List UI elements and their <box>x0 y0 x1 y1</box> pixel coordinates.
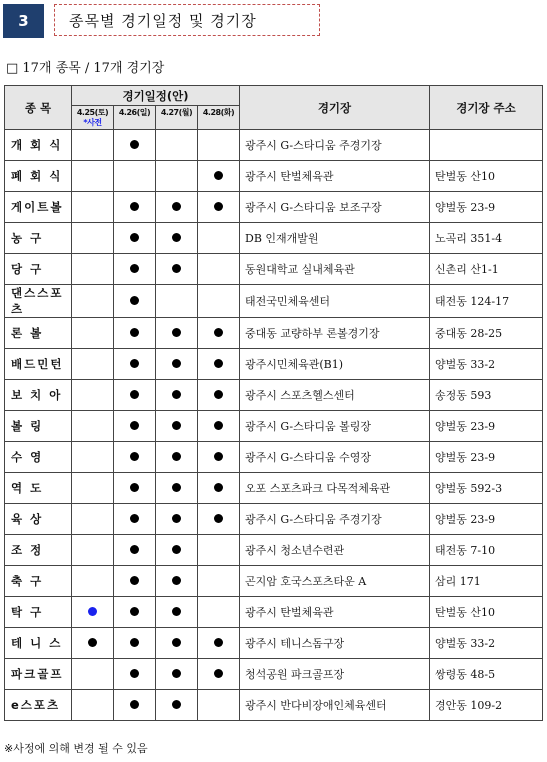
event-dot <box>172 202 181 211</box>
footnote: ※사정에 의해 변경 될 수 있음 <box>4 742 148 755</box>
schedule-cell <box>114 690 156 721</box>
event-dot <box>130 296 139 305</box>
venue-name: 광주시 G-스타디움 보조구장 <box>240 192 430 223</box>
schedule-cell <box>198 659 240 690</box>
event-dot <box>214 390 223 399</box>
table-row <box>5 254 543 285</box>
schedule-cell <box>198 318 240 349</box>
venue-address: 경안동 109-2 <box>430 690 543 721</box>
schedule-cell <box>198 504 240 535</box>
schedule-cell <box>114 130 156 161</box>
event-dot <box>130 140 139 149</box>
schedule-cell <box>198 254 240 285</box>
schedule-cell <box>156 504 198 535</box>
event-dot <box>172 390 181 399</box>
table-row <box>5 161 543 192</box>
subtitle-text: □ 17개 종목 / 17개 경기장 <box>6 61 165 76</box>
event-dot <box>172 545 181 554</box>
date-label: 4.25(토) <box>76 108 109 117</box>
header-address: 경기장 주소 <box>430 86 543 130</box>
venue-address: 양벌동 23-9 <box>430 192 543 223</box>
venue-address: 삼리 171 <box>430 566 543 597</box>
schedule-cell <box>72 192 114 223</box>
event-dot <box>130 202 139 211</box>
table-row <box>5 659 543 690</box>
event-dot <box>172 514 181 523</box>
schedule-cell <box>114 380 156 411</box>
venue-name: 광주시 G-스타디움 수영장 <box>240 442 430 473</box>
event-dot <box>130 700 139 709</box>
event-dot <box>172 483 181 492</box>
venue-name: 광주시 G-스타디움 주경기장 <box>240 130 430 161</box>
schedule-cell <box>114 285 156 318</box>
table-row <box>5 223 543 254</box>
sport-name: 게이트볼 <box>5 192 72 223</box>
table-row <box>5 318 543 349</box>
schedule-cell <box>156 130 198 161</box>
table-row <box>5 192 543 223</box>
event-dot <box>130 607 139 616</box>
event-dot <box>172 359 181 368</box>
event-dot <box>130 264 139 273</box>
venue-address: 쌍령동 48-5 <box>430 659 543 690</box>
event-dot <box>214 514 223 523</box>
event-dot <box>214 638 223 647</box>
venue-address: 태전동 7-10 <box>430 535 543 566</box>
venue-address: 신촌리 산1-1 <box>430 254 543 285</box>
table-row <box>5 504 543 535</box>
schedule-cell <box>198 130 240 161</box>
event-dot <box>172 421 181 430</box>
header-venue: 경기장 <box>240 86 430 130</box>
table-row <box>5 380 543 411</box>
schedule-cell <box>72 380 114 411</box>
venue-address: 송정동 593 <box>430 380 543 411</box>
event-dot <box>172 638 181 647</box>
schedule-cell <box>198 411 240 442</box>
schedule-cell <box>72 318 114 349</box>
schedule-cell <box>114 318 156 349</box>
venue-address: 양벌동 23-9 <box>430 504 543 535</box>
event-dot <box>130 421 139 430</box>
venue-name: 태전국민체육센터 <box>240 285 430 318</box>
schedule-cell <box>156 659 198 690</box>
schedule-cell <box>114 223 156 254</box>
event-dot <box>214 669 223 678</box>
sport-name: e스포츠 <box>5 690 72 721</box>
event-dot <box>130 359 139 368</box>
venue-name: 곤지암 호국스포츠타운 A <box>240 566 430 597</box>
event-dot <box>172 264 181 273</box>
schedule-cell <box>198 628 240 659</box>
sport-name: 개 회 식 <box>5 130 72 161</box>
table-row <box>5 535 543 566</box>
schedule-cell <box>72 254 114 285</box>
pre-event-dot <box>88 607 97 616</box>
schedule-cell <box>114 659 156 690</box>
event-dot <box>130 452 139 461</box>
schedule-table <box>4 85 543 721</box>
table-body <box>5 130 543 721</box>
schedule-cell <box>114 254 156 285</box>
schedule-cell <box>156 285 198 318</box>
event-dot <box>214 328 223 337</box>
schedule-cell <box>156 161 198 192</box>
schedule-cell <box>114 628 156 659</box>
event-dot <box>172 607 181 616</box>
schedule-cell <box>72 411 114 442</box>
schedule-cell <box>156 318 198 349</box>
schedule-cell <box>156 411 198 442</box>
venue-name: 광주시 G-스타디움 주경기장 <box>240 504 430 535</box>
event-dot <box>214 452 223 461</box>
sport-name: 탁 구 <box>5 597 72 628</box>
venue-name: 동원대학교 실내체육관 <box>240 254 430 285</box>
schedule-cell <box>114 566 156 597</box>
header-schedule: 경기일정(안) <box>72 86 240 106</box>
event-dot <box>172 328 181 337</box>
event-dot <box>172 452 181 461</box>
schedule-cell <box>156 535 198 566</box>
venue-name: 중대동 교량하부 론볼경기장 <box>240 318 430 349</box>
sport-name: 볼 링 <box>5 411 72 442</box>
pre-label: *사전 <box>83 118 102 127</box>
schedule-cell <box>198 690 240 721</box>
schedule-cell <box>72 130 114 161</box>
venue-address: 태전동 124-17 <box>430 285 543 318</box>
schedule-cell <box>198 349 240 380</box>
sport-name: 조 정 <box>5 535 72 566</box>
table-row <box>5 597 543 628</box>
schedule-cell <box>156 597 198 628</box>
event-dot <box>172 233 181 242</box>
sport-name: 파크골프 <box>5 659 72 690</box>
section-number: 3 <box>3 4 44 38</box>
schedule-cell <box>156 566 198 597</box>
sport-name: 역 도 <box>5 473 72 504</box>
schedule-cell <box>72 504 114 535</box>
date-header: 4.27(월) <box>156 106 198 130</box>
schedule-cell <box>198 285 240 318</box>
venue-name: DB 인재개발원 <box>240 223 430 254</box>
table-row <box>5 285 543 318</box>
schedule-cell <box>72 223 114 254</box>
venue-name: 광주시 반다비장애인체육센터 <box>240 690 430 721</box>
schedule-cell <box>156 380 198 411</box>
schedule-cell <box>198 380 240 411</box>
event-dot <box>88 638 97 647</box>
schedule-cell <box>114 161 156 192</box>
schedule-cell <box>72 161 114 192</box>
table-row <box>5 566 543 597</box>
table-row <box>5 442 543 473</box>
schedule-cell <box>72 473 114 504</box>
event-dot <box>214 421 223 430</box>
sport-name: 보 치 아 <box>5 380 72 411</box>
event-dot <box>172 700 181 709</box>
schedule-cell <box>198 223 240 254</box>
schedule-cell <box>198 473 240 504</box>
venue-name: 광주시 테니스돔구장 <box>240 628 430 659</box>
sport-name: 폐 회 식 <box>5 161 72 192</box>
section-title: 종목별 경기일정 및 경기장 <box>54 4 320 36</box>
schedule-cell <box>72 285 114 318</box>
venue-address: 양벌동 23-9 <box>430 411 543 442</box>
event-dot <box>214 171 223 180</box>
schedule-cell <box>114 473 156 504</box>
sport-name: 농 구 <box>5 223 72 254</box>
event-dot <box>130 233 139 242</box>
event-dot <box>130 669 139 678</box>
schedule-cell <box>114 535 156 566</box>
table-row <box>5 130 543 161</box>
venue-name: 광주시민체육관(B1) <box>240 349 430 380</box>
venue-address: 탄벌동 산10 <box>430 597 543 628</box>
schedule-cell <box>198 442 240 473</box>
venue-address <box>430 130 543 161</box>
venue-name: 광주시 스포츠헬스센터 <box>240 380 430 411</box>
venue-address: 노곡리 351-4 <box>430 223 543 254</box>
event-dot <box>130 328 139 337</box>
venue-address: 양벌동 33-2 <box>430 349 543 380</box>
sport-name: 수 영 <box>5 442 72 473</box>
event-dot <box>130 545 139 554</box>
table-row <box>5 349 543 380</box>
sport-name: 축 구 <box>5 566 72 597</box>
event-dot <box>130 390 139 399</box>
section-header <box>3 4 320 38</box>
schedule-cell <box>114 597 156 628</box>
event-dot <box>214 359 223 368</box>
schedule-cell <box>156 473 198 504</box>
schedule-cell <box>156 628 198 659</box>
date-header: 4.28(화) <box>198 106 240 130</box>
schedule-cell <box>72 349 114 380</box>
table-row <box>5 411 543 442</box>
schedule-cell <box>156 192 198 223</box>
date-header: 4.26(일) <box>114 106 156 130</box>
schedule-cell <box>114 442 156 473</box>
venue-address: 탄벌동 산10 <box>430 161 543 192</box>
venue-address: 양벌동 33-2 <box>430 628 543 659</box>
schedule-cell <box>72 597 114 628</box>
schedule-cell <box>198 597 240 628</box>
schedule-cell <box>72 628 114 659</box>
schedule-cell <box>198 566 240 597</box>
venue-name: 광주시 청소년수련관 <box>240 535 430 566</box>
schedule-cell <box>72 535 114 566</box>
table-row <box>5 473 543 504</box>
venue-name: 광주시 탄벌체육관 <box>240 161 430 192</box>
schedule-cell <box>156 690 198 721</box>
event-dot <box>214 202 223 211</box>
schedule-cell <box>198 192 240 223</box>
venue-name: 광주시 G-스타디움 볼링장 <box>240 411 430 442</box>
table-row <box>5 628 543 659</box>
schedule-cell <box>198 535 240 566</box>
schedule-cell <box>156 442 198 473</box>
subtitle <box>6 57 164 76</box>
sport-name: 댄스스포츠 <box>5 285 72 318</box>
sport-name: 배드민턴 <box>5 349 72 380</box>
event-dot <box>130 638 139 647</box>
venue-name: 광주시 탄벌체육관 <box>240 597 430 628</box>
event-dot <box>172 576 181 585</box>
event-dot <box>130 576 139 585</box>
schedule-cell <box>156 223 198 254</box>
schedule-cell <box>114 192 156 223</box>
event-dot <box>130 514 139 523</box>
schedule-cell <box>114 411 156 442</box>
date-header <box>72 106 114 130</box>
venue-address: 중대동 28-25 <box>430 318 543 349</box>
schedule-cell <box>72 566 114 597</box>
schedule-cell <box>72 659 114 690</box>
sport-name: 육 상 <box>5 504 72 535</box>
sport-name: 론 볼 <box>5 318 72 349</box>
schedule-cell <box>72 442 114 473</box>
venue-address: 양벌동 23-9 <box>430 442 543 473</box>
event-dot <box>130 483 139 492</box>
sport-name: 테 니 스 <box>5 628 72 659</box>
venue-name: 청석공원 파크골프장 <box>240 659 430 690</box>
schedule-cell <box>156 349 198 380</box>
header-sport: 종 목 <box>5 86 72 130</box>
schedule-cell <box>72 690 114 721</box>
venue-address: 양벌동 592-3 <box>430 473 543 504</box>
schedule-cell <box>198 161 240 192</box>
table-row <box>5 690 543 721</box>
venue-name: 오포 스포츠파크 다목적체육관 <box>240 473 430 504</box>
schedule-cell <box>114 504 156 535</box>
event-dot <box>214 483 223 492</box>
event-dot <box>172 669 181 678</box>
schedule-cell <box>156 254 198 285</box>
sport-name: 당 구 <box>5 254 72 285</box>
schedule-cell <box>114 349 156 380</box>
